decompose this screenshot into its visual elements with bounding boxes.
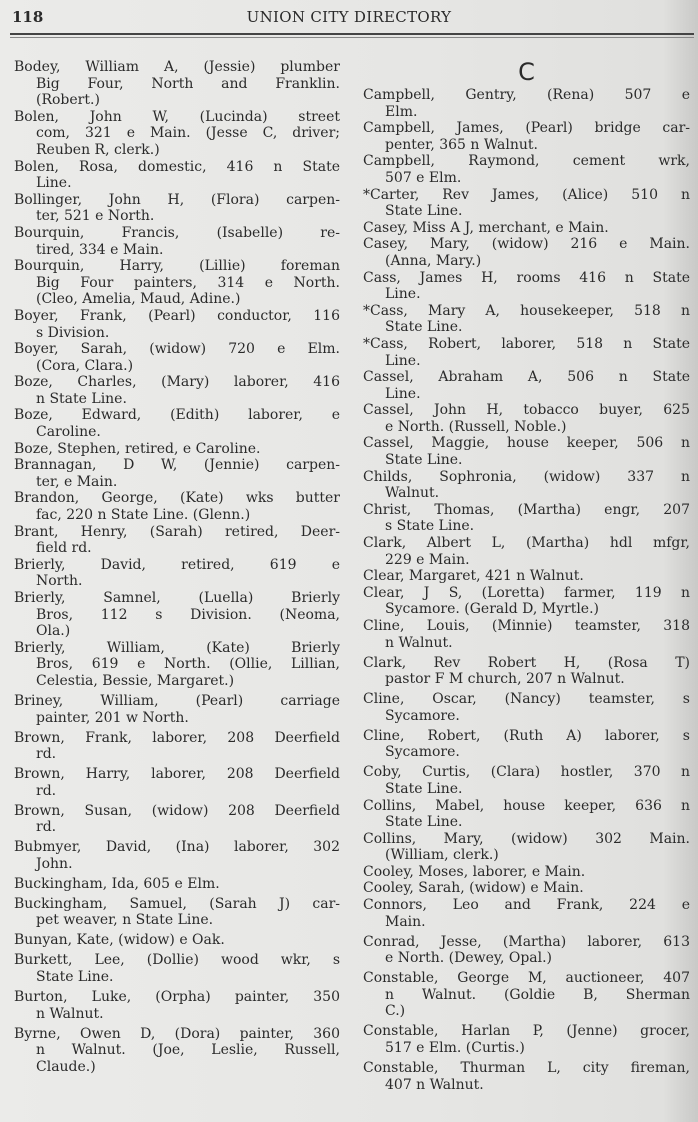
directory-entry bbox=[14, 952, 340, 985]
entry-name-line: Christ, Thomas, (Martha) engr, 207 bbox=[363, 501, 690, 518]
entry-continuation-line: e North. (Dewey, Opal.) bbox=[385, 950, 553, 967]
entry-name-line: Boyer, Frank, (Pearl) conductor, 116 bbox=[14, 307, 340, 324]
directory-entry bbox=[14, 407, 340, 440]
header-rule-thin bbox=[10, 37, 694, 38]
entry-continuation-line: State Line. bbox=[385, 203, 463, 220]
entry-name-line: Bubmyer, David, (Ina) laborer, 302 bbox=[14, 839, 340, 856]
entry-name-line: Brown, Harry, laborer, 208 Deerfield bbox=[14, 766, 340, 783]
entry-name-line: Brierly, David, retired, 619 e bbox=[14, 556, 340, 573]
entry-continuation-line: Claude.) bbox=[36, 1058, 96, 1075]
entry-continuation-line: Big Four, North and Franklin. bbox=[36, 75, 340, 92]
directory-entry bbox=[363, 618, 690, 651]
entry-name-line: Clear, Margaret, 421 n Walnut. bbox=[363, 568, 584, 585]
entry-continuation-line: n Walnut. bbox=[36, 1005, 104, 1022]
entry-name-line: Casey, Miss A J, merchant, e Main. bbox=[363, 219, 609, 236]
entry-name-line: Cass, James H, rooms 416 n State bbox=[363, 269, 690, 286]
directory-entry bbox=[363, 236, 690, 269]
directory-entry bbox=[14, 932, 340, 949]
entry-continuation-line: tired, 334 e Main. bbox=[36, 241, 164, 258]
entry-continuation-line: ter, 521 e North. bbox=[36, 208, 155, 225]
entry-name-line: Burton, Luke, (Orpha) painter, 350 bbox=[14, 988, 340, 1005]
entry-name-line: Bolen, Rosa, domestic, 416 n State bbox=[14, 158, 340, 175]
entry-continuation-line: painter, 201 w North. bbox=[36, 709, 189, 726]
right-entries bbox=[363, 87, 690, 1093]
directory-entry bbox=[363, 402, 690, 435]
entry-name-line: Clark, Rev Robert H, (Rosa T) bbox=[363, 654, 690, 671]
directory-entry bbox=[363, 880, 690, 897]
directory-entry bbox=[14, 457, 340, 490]
directory-entry bbox=[14, 225, 340, 258]
directory-entry bbox=[363, 764, 690, 797]
entry-name-line: Campbell, James, (Pearl) bridge car- bbox=[363, 120, 690, 137]
entry-continuation-line: Line. bbox=[385, 352, 421, 369]
entry-name-line: Brant, Henry, (Sarah) retired, Deer- bbox=[14, 523, 340, 540]
entry-continuation-line: (Cora, Clara.) bbox=[36, 357, 134, 374]
entry-continuation-line: (William, clerk.) bbox=[385, 847, 499, 864]
directory-entry bbox=[14, 341, 340, 374]
entry-name-line: Childs, Sophronia, (widow) 337 n bbox=[363, 468, 690, 485]
entry-name-line: Constable, George M, auctioneer, 407 bbox=[363, 970, 690, 987]
directory-entry bbox=[14, 308, 340, 341]
entry-continuation-line: Reuben R, clerk.) bbox=[36, 141, 160, 158]
directory-entry bbox=[14, 1026, 340, 1076]
entry-continuation-line: State Line. bbox=[385, 780, 463, 797]
entry-continuation-line: North. bbox=[36, 573, 83, 590]
entry-continuation-line: rd. bbox=[36, 819, 57, 836]
entry-continuation-line: Line. bbox=[385, 286, 421, 303]
left-column bbox=[14, 59, 340, 1075]
directory-entry bbox=[363, 728, 690, 761]
entry-name-line: Brown, Frank, laborer, 208 Deerfield bbox=[14, 729, 340, 746]
entry-continuation-line: rd. bbox=[36, 782, 57, 799]
entry-continuation-line: Sycamore. bbox=[385, 744, 460, 761]
directory-entry bbox=[363, 435, 690, 468]
entry-name-line: Boze, Edward, (Edith) laborer, e bbox=[14, 407, 340, 424]
entry-continuation-line: ter, e Main. bbox=[36, 473, 118, 490]
directory-entry bbox=[14, 490, 340, 523]
directory-entry bbox=[14, 441, 340, 458]
entry-continuation-line: Ola.) bbox=[36, 623, 71, 640]
entry-name-line: *Cass, Mary A, housekeeper, 518 n bbox=[363, 302, 690, 319]
entry-continuation-line: 507 e Elm. bbox=[385, 169, 462, 186]
directory-entry bbox=[363, 568, 690, 585]
directory-entry bbox=[363, 934, 690, 967]
entry-continuation-line: rd. bbox=[36, 746, 57, 763]
directory-entry bbox=[14, 839, 340, 872]
entry-name-line: Boyer, Sarah, (widow) 720 e Elm. bbox=[14, 341, 340, 358]
directory-entry bbox=[14, 989, 340, 1022]
entry-continuation-line: (Robert.) bbox=[36, 92, 100, 109]
entry-name-line: Burkett, Lee, (Dollie) wood wkr, s bbox=[14, 952, 340, 969]
entry-name-line: *Carter, Rev James, (Alice) 510 n bbox=[363, 186, 690, 203]
entry-name-line: Campbell, Raymond, cement wrk, bbox=[363, 153, 690, 170]
directory-entry bbox=[14, 109, 340, 159]
entry-continuation-line: s State Line. bbox=[385, 518, 475, 535]
entry-continuation-line: n Walnut. (Goldie B, Sherman bbox=[385, 986, 690, 1003]
directory-entry bbox=[363, 535, 690, 568]
directory-entry bbox=[14, 640, 340, 690]
directory-entry bbox=[363, 864, 690, 881]
entry-continuation-line: Bros, 112 s Division. (Neoma, bbox=[36, 606, 340, 623]
entry-name-line: Briney, William, (Pearl) carriage bbox=[14, 692, 340, 709]
directory-entry bbox=[363, 87, 690, 120]
directory-entry bbox=[363, 153, 690, 186]
entry-name-line: Cassel, Maggie, house keeper, 506 n bbox=[363, 435, 690, 452]
directory-entry bbox=[14, 258, 340, 308]
directory-entry bbox=[363, 220, 690, 237]
entry-name-line: Brierly, William, (Kate) Brierly bbox=[14, 639, 340, 656]
entry-name-line: Cline, Robert, (Ruth A) laborer, s bbox=[363, 727, 690, 744]
entry-continuation-line: Line. bbox=[36, 175, 72, 192]
entry-name-line: Casey, Mary, (widow) 216 e Main. bbox=[363, 236, 690, 253]
entry-continuation-line: pet weaver, n State Line. bbox=[36, 912, 214, 929]
directory-entry bbox=[363, 120, 690, 153]
entry-name-line: Cassel, Abraham A, 506 n State bbox=[363, 369, 690, 386]
entry-name-line: Campbell, Gentry, (Rena) 507 e bbox=[363, 87, 690, 103]
entry-name-line: Bunyan, Kate, (widow) e Oak. bbox=[14, 932, 225, 949]
directory-entry bbox=[14, 59, 340, 109]
entry-continuation-line: n Walnut. bbox=[385, 634, 453, 651]
entry-name-line: Cline, Louis, (Minnie) teamster, 318 bbox=[363, 618, 690, 634]
directory-entry bbox=[14, 730, 340, 763]
directory-entry bbox=[363, 502, 690, 535]
page-number: 118 bbox=[12, 8, 44, 26]
entry-name-line: Bourquin, Harry, (Lillie) foreman bbox=[14, 258, 340, 275]
entry-continuation-line: field rd. bbox=[36, 540, 92, 557]
entry-continuation-line: s Division. bbox=[36, 324, 110, 341]
entry-continuation-line: Sycamore. (Gerald D, Myrtle.) bbox=[385, 601, 599, 618]
entry-continuation-line: n State Line. bbox=[36, 390, 127, 407]
entry-continuation-line: Bros, 619 e North. (Ollie, Lillian, bbox=[36, 656, 340, 673]
entry-continuation-line: (Cleo, Amelia, Maud, Adine.) bbox=[36, 291, 241, 308]
directory-entry bbox=[363, 336, 690, 369]
directory-entry bbox=[363, 897, 690, 930]
directory-entry bbox=[14, 374, 340, 407]
directory-entry bbox=[363, 1023, 690, 1056]
entry-name-line: Bodey, William A, (Jessie) plumber bbox=[14, 59, 340, 75]
directory-entry bbox=[363, 655, 690, 688]
entry-name-line: Clark, Albert L, (Martha) hdl mfgr, bbox=[363, 535, 690, 552]
entry-name-line: Conrad, Jesse, (Martha) laborer, 613 bbox=[363, 933, 690, 950]
directory-entry bbox=[363, 970, 690, 1020]
entry-name-line: *Cass, Robert, laborer, 518 n State bbox=[363, 335, 690, 352]
directory-entry bbox=[14, 557, 340, 590]
entry-name-line: Buckingham, Ida, 605 e Elm. bbox=[14, 875, 220, 892]
entry-continuation-line: State Line. bbox=[385, 319, 463, 336]
entry-continuation-line: Line. bbox=[385, 385, 421, 402]
entry-continuation-line: (Anna, Mary.) bbox=[385, 252, 482, 269]
directory-entry bbox=[363, 585, 690, 618]
entry-name-line: Cooley, Moses, laborer, e Main. bbox=[363, 863, 586, 880]
directory-entry bbox=[363, 798, 690, 831]
entry-name-line: Bollinger, John H, (Flora) carpen- bbox=[14, 191, 340, 208]
directory-entry bbox=[363, 1060, 690, 1093]
entry-continuation-line: State Line. bbox=[385, 814, 463, 831]
directory-entry bbox=[363, 270, 690, 303]
entry-continuation-line: State Line. bbox=[36, 968, 114, 985]
entry-continuation-line: Celestia, Bessie, Margaret.) bbox=[36, 672, 235, 689]
entry-name-line: Brandon, George, (Kate) wks butter bbox=[14, 490, 340, 507]
entry-continuation-line: fac, 220 n State Line. (Glenn.) bbox=[36, 507, 251, 524]
entry-name-line: Byrne, Owen D, (Dora) painter, 360 bbox=[14, 1025, 340, 1042]
directory-entry bbox=[363, 187, 690, 220]
entry-continuation-line: State Line. bbox=[385, 452, 463, 469]
directory-entry bbox=[14, 896, 340, 929]
entry-name-line: Bolen, John W, (Lucinda) street bbox=[14, 108, 340, 125]
section-letter: C bbox=[518, 58, 535, 86]
entry-continuation-line: 229 e Main. bbox=[385, 551, 470, 568]
entry-continuation-line: 407 n Walnut. bbox=[385, 1076, 484, 1093]
directory-entry bbox=[14, 693, 340, 726]
directory-entry bbox=[363, 691, 690, 724]
entry-continuation-line: Main. bbox=[385, 913, 426, 930]
directory-entry bbox=[14, 876, 340, 893]
directory-entry bbox=[14, 159, 340, 192]
entry-continuation-line: penter, 365 n Walnut. bbox=[385, 136, 538, 153]
entry-continuation-line: Walnut. bbox=[385, 485, 440, 502]
directory-entry bbox=[14, 803, 340, 836]
entry-name-line: Coby, Curtis, (Clara) hostler, 370 n bbox=[363, 764, 690, 781]
entry-continuation-line: Sycamore. bbox=[385, 707, 460, 724]
directory-entry bbox=[363, 469, 690, 502]
entry-name-line: Bourquin, Francis, (Isabelle) re- bbox=[14, 224, 340, 241]
page-title: UNION CITY DIRECTORY bbox=[246, 8, 452, 26]
entry-continuation-line: pastor F M church, 207 n Walnut. bbox=[385, 671, 625, 688]
directory-entry bbox=[14, 766, 340, 799]
directory-entry bbox=[363, 303, 690, 336]
entry-name-line: Brannagan, D W, (Jennie) carpen- bbox=[14, 457, 340, 474]
entry-continuation-line: Big Four painters, 314 e North. bbox=[36, 274, 340, 291]
right-column bbox=[363, 58, 690, 1093]
entry-name-line: Connors, Leo and Frank, 224 e bbox=[363, 897, 690, 914]
entry-continuation-line: n Walnut. (Joe, Leslie, Russell, bbox=[36, 1042, 340, 1059]
entry-name-line: Boze, Charles, (Mary) laborer, 416 bbox=[14, 374, 340, 391]
entry-name-line: Buckingham, Samuel, (Sarah J) car- bbox=[14, 895, 340, 912]
directory-entry bbox=[14, 590, 340, 640]
entry-continuation-line: 517 e Elm. (Curtis.) bbox=[385, 1039, 525, 1056]
header-rule bbox=[10, 33, 694, 35]
entry-name-line: Collins, Mabel, house keeper, 636 n bbox=[363, 797, 690, 814]
entry-name-line: Cline, Oscar, (Nancy) teamster, s bbox=[363, 691, 690, 708]
directory-entry bbox=[14, 524, 340, 557]
entry-continuation-line: Elm. bbox=[385, 103, 418, 120]
directory-entry bbox=[363, 831, 690, 864]
entry-name-line: Constable, Thurman L, city fireman, bbox=[363, 1059, 690, 1076]
entry-name-line: Brown, Susan, (widow) 208 Deerfield bbox=[14, 802, 340, 819]
entry-name-line: Cassel, John H, tobacco buyer, 625 bbox=[363, 402, 690, 419]
directory-entry bbox=[363, 369, 690, 402]
entry-name-line: Constable, Harlan P, (Jenne) grocer, bbox=[363, 1023, 690, 1040]
entry-name-line: Boze, Stephen, retired, e Caroline. bbox=[14, 440, 261, 457]
entry-continuation-line: com, 321 e Main. (Jesse C, driver; bbox=[36, 125, 340, 142]
entry-name-line: Clear, J S, (Loretta) farmer, 119 n bbox=[363, 584, 690, 601]
directory-entry bbox=[14, 192, 340, 225]
entry-continuation-line: e North. (Russell, Noble.) bbox=[385, 418, 567, 435]
entry-name-line: Brierly, Samnel, (Luella) Brierly bbox=[14, 590, 340, 606]
entry-name-line: Cooley, Sarah, (widow) e Main. bbox=[363, 880, 584, 897]
entry-continuation-line: Caroline. bbox=[36, 424, 101, 441]
entry-name-line: Collins, Mary, (widow) 302 Main. bbox=[363, 830, 690, 847]
entry-continuation-line: C.) bbox=[385, 1003, 406, 1020]
entry-continuation-line: John. bbox=[36, 855, 73, 872]
